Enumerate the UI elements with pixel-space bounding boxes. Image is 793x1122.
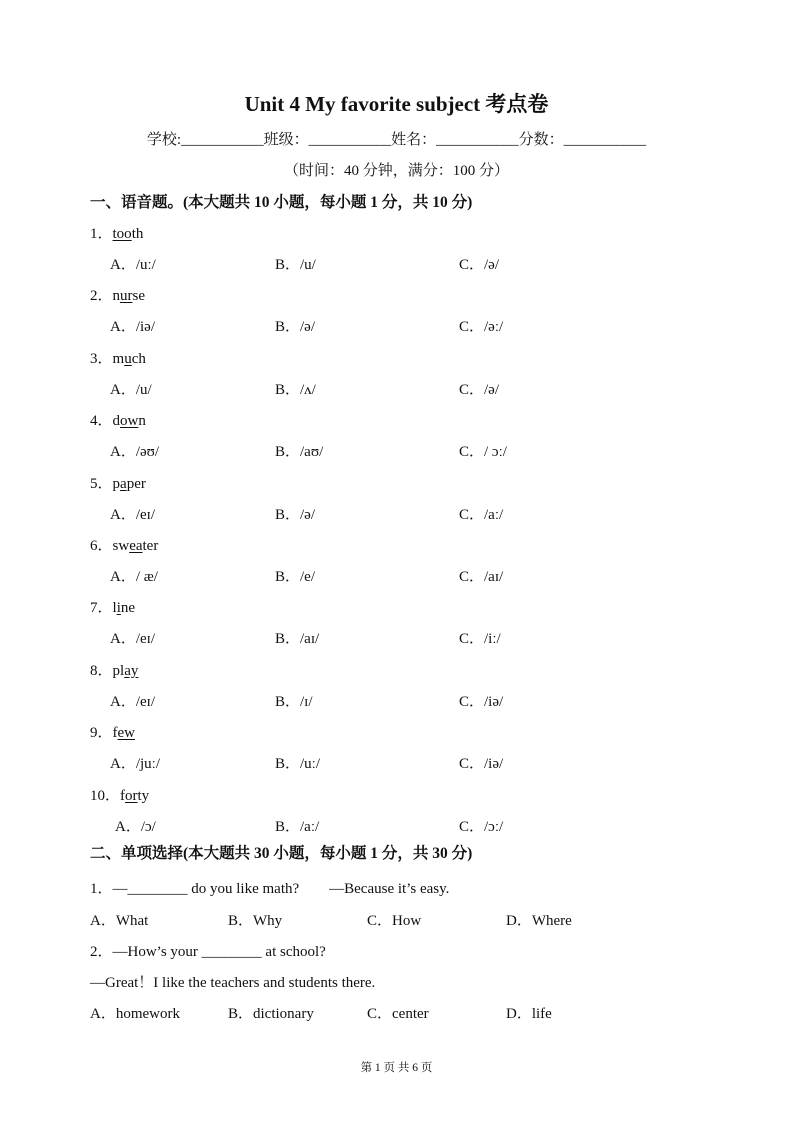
option-a: A．/u/: [110, 381, 152, 398]
option-a: A．/ɔ/: [115, 818, 156, 835]
word-part: p: [112, 475, 121, 492]
option-a: A．/uː/: [110, 257, 156, 273]
underlined-letters: ow: [120, 413, 139, 430]
option-b: B．/aʊ/: [275, 444, 324, 461]
option-a: A．/əʊ/: [110, 444, 160, 461]
option-b: B．/ɪ/: [275, 693, 313, 710]
phonetics-question: [90, 409, 146, 430]
section2-heading: 二、单项选择(本大题共 30 小题，每小题 1 分，共 30 分): [90, 845, 473, 862]
option-c: C．How: [367, 913, 422, 929]
page-title: Unit 4 My favorite subject 考点卷: [244, 92, 549, 116]
option-a: A．homework: [90, 1006, 180, 1022]
question-number: 8．: [90, 662, 113, 679]
word-part: ch: [131, 350, 146, 367]
underlined-letters: ea: [129, 538, 143, 554]
option-a: A．/ æ/: [110, 569, 158, 585]
phonetics-question: [90, 534, 158, 555]
question-number: 1．: [90, 226, 113, 242]
option-b: B．/aː/: [275, 818, 320, 835]
time-score-line: （时间：40 分钟，满分：100 分）: [283, 163, 509, 179]
option-c: C．/ ɔː/: [459, 444, 507, 461]
option-c: C．/ə/: [459, 257, 499, 273]
option-a: A．/eɪ/: [110, 631, 155, 648]
question-stem: 2．—How’s your ________ at school?: [90, 944, 326, 960]
phonetics-question: [90, 784, 149, 805]
option-b: B．/ə/: [275, 319, 315, 336]
option-b: B．Why: [228, 913, 283, 929]
question-number: 9．: [90, 725, 113, 742]
option-c: C．/aɪ/: [459, 569, 504, 585]
underlined-letters: or: [125, 787, 138, 804]
word-part: se: [132, 288, 146, 305]
underlined-letters: u: [124, 350, 132, 367]
phonetics-question: [90, 596, 135, 617]
option-a: A．/juː/: [110, 756, 161, 773]
option-c: C．/ɔː/: [459, 818, 504, 835]
question-number: 2．: [90, 288, 113, 305]
question-number: 10．: [90, 787, 121, 804]
option-a: A．/eɪ/: [110, 506, 155, 523]
question-number: 4．: [90, 413, 113, 430]
question-stem: 1．—________ do you like math? —Because it’s easy.: [90, 881, 450, 897]
option-c: C．/əː/: [459, 319, 504, 336]
question-number: 5．: [90, 475, 113, 492]
option-d: D．life: [506, 1006, 552, 1022]
underlined-letters: ur: [120, 288, 133, 305]
option-b: B．dictionary: [228, 1006, 314, 1022]
question-number: 7．: [90, 600, 113, 617]
option-c: C．/iə/: [459, 693, 504, 710]
word-part: sw: [112, 538, 130, 554]
option-d: D．Where: [506, 913, 572, 929]
question-stem-continued: —Great！I like the teachers and students there.: [90, 975, 376, 991]
phonetics-question: [90, 659, 138, 680]
option-c: C．/iː/: [459, 631, 501, 648]
option-b: B．/e/: [275, 569, 315, 585]
underlined-letters: ay: [124, 662, 139, 679]
word-part: f: [120, 787, 126, 804]
word-part: ne: [120, 600, 136, 617]
phonetics-question: [90, 222, 143, 243]
option-c: C．center: [367, 1006, 429, 1022]
page-footer: 第 1 页 共 6 页: [360, 1062, 433, 1074]
option-c: C．/iə/: [459, 756, 504, 773]
option-b: B．/u/: [275, 257, 316, 273]
option-c: C．/aː/: [459, 506, 504, 523]
word-part: ter: [142, 538, 159, 554]
underlined-letters: a: [120, 475, 127, 492]
word-part: d: [112, 413, 121, 430]
option-b: B．/ə/: [275, 506, 315, 523]
phonetics-question: [90, 721, 135, 742]
option-a: A．/iə/: [110, 319, 155, 336]
underlined-letters: ew: [117, 725, 136, 742]
option-c: C．/ə/: [459, 381, 499, 398]
phonetics-question: [90, 284, 145, 305]
option-a: A．/eɪ/: [110, 693, 155, 710]
question-number: 6．: [90, 538, 113, 554]
word-part: n: [138, 413, 146, 430]
word-part: f: [112, 725, 118, 742]
option-a: A．What: [90, 913, 149, 929]
word-part: l: [112, 600, 117, 617]
phonetics-question: [90, 347, 146, 368]
phonetics-question: [90, 472, 146, 493]
question-number: 3．: [90, 350, 113, 367]
word-part: ty: [137, 787, 150, 804]
option-b: B．/aɪ/: [275, 631, 320, 648]
option-b: B．/ʌ/: [275, 381, 316, 398]
word-part: pl: [112, 662, 125, 679]
word-part: per: [126, 475, 146, 492]
option-b: B．/uː/: [275, 756, 321, 773]
student-info-line: 学校:___________班级：___________姓名：___________分数：___________: [146, 132, 647, 148]
section1-heading: 一、语音题。(本大题共 10 小题，每小题 1 分，共 10 分): [90, 194, 473, 211]
underlined-letters: i: [116, 600, 121, 617]
word-part: n: [112, 288, 121, 305]
underlined-letters: too: [112, 226, 132, 242]
word-part: th: [131, 226, 144, 242]
word-part: m: [112, 350, 125, 367]
